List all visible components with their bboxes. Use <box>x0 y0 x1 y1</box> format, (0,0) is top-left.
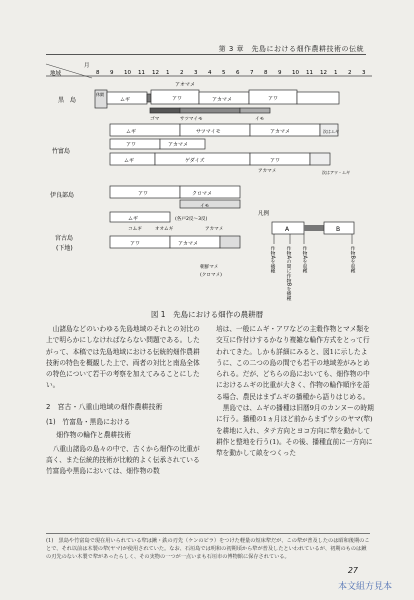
label-mugi-t1: ムギ <box>126 129 137 135</box>
label-satsumaimo-t1: サツマイモ <box>196 129 221 135</box>
month-tick-label: 3 <box>362 70 366 76</box>
label-kuromame-i1: クロマメ <box>192 191 213 197</box>
month-tick-label: 8 <box>96 70 100 76</box>
month-tick-label: 12 <box>320 70 327 76</box>
legend-crop-b: B <box>336 226 341 233</box>
bar-mugi-i2 <box>110 212 170 222</box>
label-akamame-t3: アカマメ <box>258 169 277 174</box>
legend-item-2: 作物Aの間に作物Bを播種 <box>285 246 291 301</box>
month-tick-label: 5 <box>222 70 226 76</box>
month-tick-label: 6 <box>236 70 240 76</box>
bar-connector <box>147 94 151 102</box>
body-paragraph: 黒島では、ムギの播種は旧暦9月のカンヌーの時期に行う。播種の1ヵ月ほど前からまずウシのヤマ(犂)を耕地に入れ、タテ方向とヨコ方向に犂を動かして耕作と整地を行う(1)。その後、播種直前に一方向に犂を動かして畝をつくった <box>216 404 374 458</box>
label-mugi-t3: ムギ <box>124 158 135 164</box>
section-heading: 2 宮古・八重山地域の畑作農耕技術 <box>46 402 163 411</box>
figure-caption: 図 1 先島における畑作の農耕暦 <box>150 310 264 319</box>
legend-connector <box>304 225 324 231</box>
label-komugi: コムギ <box>128 227 142 232</box>
label-next-t1: 次はムギ <box>323 129 339 134</box>
bar-imo <box>240 108 270 113</box>
label-next-t3: 次はアワ・ムギ <box>322 170 350 175</box>
sample-stamp: 本文組方見本 <box>337 582 392 592</box>
bar-imo-i1 <box>180 200 240 208</box>
region-label-miyako-sub: (下地) <box>56 245 73 252</box>
month-tick-label: 12 <box>152 70 159 76</box>
legend-title: 凡例 <box>258 211 270 217</box>
bar-mugi-t1 <box>110 124 180 136</box>
region-label-irabu: 伊良部島 <box>50 192 75 199</box>
month-tick-label: 4 <box>208 70 212 76</box>
legend-item-4: 作物Bを収穫 <box>349 246 355 274</box>
label-imo: イモ <box>255 117 265 122</box>
label-gedaizu-t3: ゲダイズ <box>185 158 205 164</box>
bar-mugi-m <box>220 236 240 248</box>
region-label-kuroshima: 黒 島 <box>58 97 77 104</box>
right-column <box>216 324 374 460</box>
month-tick-label: 1 <box>334 70 338 76</box>
label-satsumaimo: サツマイモ <box>180 117 203 122</box>
label-oomugi: オオムギ <box>155 227 174 232</box>
label-cycle: (各戸2反～3反) <box>175 217 208 222</box>
bar-next-t3 <box>310 153 330 165</box>
label-asahimame-sub: (クロマメ) <box>200 273 222 278</box>
bar-satsumaimo <box>180 108 240 113</box>
label-aomame: アオマメ <box>175 82 195 88</box>
footnote: (1) 黒島や竹富島で現在用いられている犂は鍬・鉄の刃先（ケンのピラ）をつけた軽量の短床犂だが、この犂が普及したのは昭和後期のことで、それ以前は木製の犂(ヤマ)が使用されていた。なお、石垣島では明和の初期頃から犂が普及したといわれているが、初期のものは鍬の刃先のない木製で犂があったらしく、その実物の一つが一点いまも石垣市の博物館に保存されている。 <box>46 538 370 560</box>
month-tick-label: 11 <box>138 70 145 76</box>
legend-crop-a: A <box>285 226 290 233</box>
label-mugi: ムギ <box>120 97 131 103</box>
month-tick-label: 1 <box>166 70 170 76</box>
label-awa-t2: アワ <box>126 142 137 148</box>
month-tick-label: 9 <box>278 70 282 76</box>
label-awa-m: アワ <box>130 241 141 247</box>
label-awa: アワ <box>172 96 183 102</box>
bar-goma <box>150 108 180 113</box>
running-header: 第 3 章 先島における畑作農耕技術の伝統 <box>218 45 364 53</box>
bar-mugi-2 <box>297 92 339 104</box>
label-asahimame: 朝鮮マメ <box>200 265 219 270</box>
month-tick-label: 2 <box>348 70 352 76</box>
label-awa-i1: アワ <box>138 191 149 197</box>
label-awa-2: アワ <box>268 96 279 102</box>
subsection-heading-cont: 畑作物の輪作と農耕技術 <box>56 431 131 440</box>
left-column <box>46 324 204 478</box>
body-paragraph: 八重山諸島の島々の中で、古くから畑作の比重が高く、また伝統的技術が比較的よく伝承されている竹富島や黒島においては、畑作物の数 <box>46 444 200 476</box>
month-tick-label: 2 <box>180 70 184 76</box>
label-goma: ゴマ <box>150 117 160 122</box>
month-tick-label: 7 <box>250 70 254 76</box>
label-akamame: アカマメ <box>212 97 232 103</box>
month-tick-label: 10 <box>292 70 299 76</box>
month-ticks <box>96 70 366 76</box>
region-label-miyako: 宮古島 <box>55 235 74 242</box>
label-awa-t3: アワ <box>270 158 281 164</box>
axis-region-label: 地域 <box>50 71 62 77</box>
subsection-heading: (1) 竹富島・黒島における <box>46 418 131 427</box>
month-tick-label: 8 <box>264 70 268 76</box>
label-akamame-t2: アカマメ <box>168 142 188 148</box>
label-akamame-t1: アカマメ <box>270 129 290 135</box>
legend-item-1: 作物Aを播種 <box>269 246 275 274</box>
region-label-taketomi: 竹富島 <box>52 148 71 155</box>
legend-item-3: 作物Aを収穫 <box>301 246 307 274</box>
label-mugi-i2: ムギ <box>128 216 139 222</box>
axis-month-label: 月 <box>84 63 90 69</box>
footnote-rule <box>46 533 370 534</box>
fallow-label: 休閑 <box>96 92 104 97</box>
month-tick-label: 10 <box>124 70 131 76</box>
month-tick-label: 3 <box>194 70 198 76</box>
page-number: 27 <box>347 566 358 575</box>
label-akamame-i2: アカマメ <box>205 227 224 232</box>
body-paragraph: 培は、一般にムギ・アワなどの主穀作物とマメ類を交互に作付けするかなり複雑な輪作方式をとって行われてきた。しかも詳細にみると、図1に示したように、この二つの島の間でも若干の地域差がみとめられる。だが、どちらの島においても、畑作物の中におけるムギの比重が大きく、作物の輪作順序を語る場合、農民はまずムギの播種から語りはじめる。 <box>216 325 370 401</box>
label-imo-i1: イモ <box>200 204 210 209</box>
body-paragraph: 山諸島などのいわゆる先島地域のそれとの対比の上で明らかにしなければならない問題である。したがって、本稿では先島地域における伝統的畑作農耕技術の特色を概観した上で、両者の対比と南島全体の特色について若干の考察を加えてみることにしたい。 <box>46 325 200 390</box>
figure-legend <box>258 209 356 302</box>
month-tick-label: 11 <box>306 70 313 76</box>
label-akamame-m: アカマメ <box>178 241 198 247</box>
month-tick-label: 9 <box>110 70 114 76</box>
taketomi-bars <box>110 124 338 165</box>
